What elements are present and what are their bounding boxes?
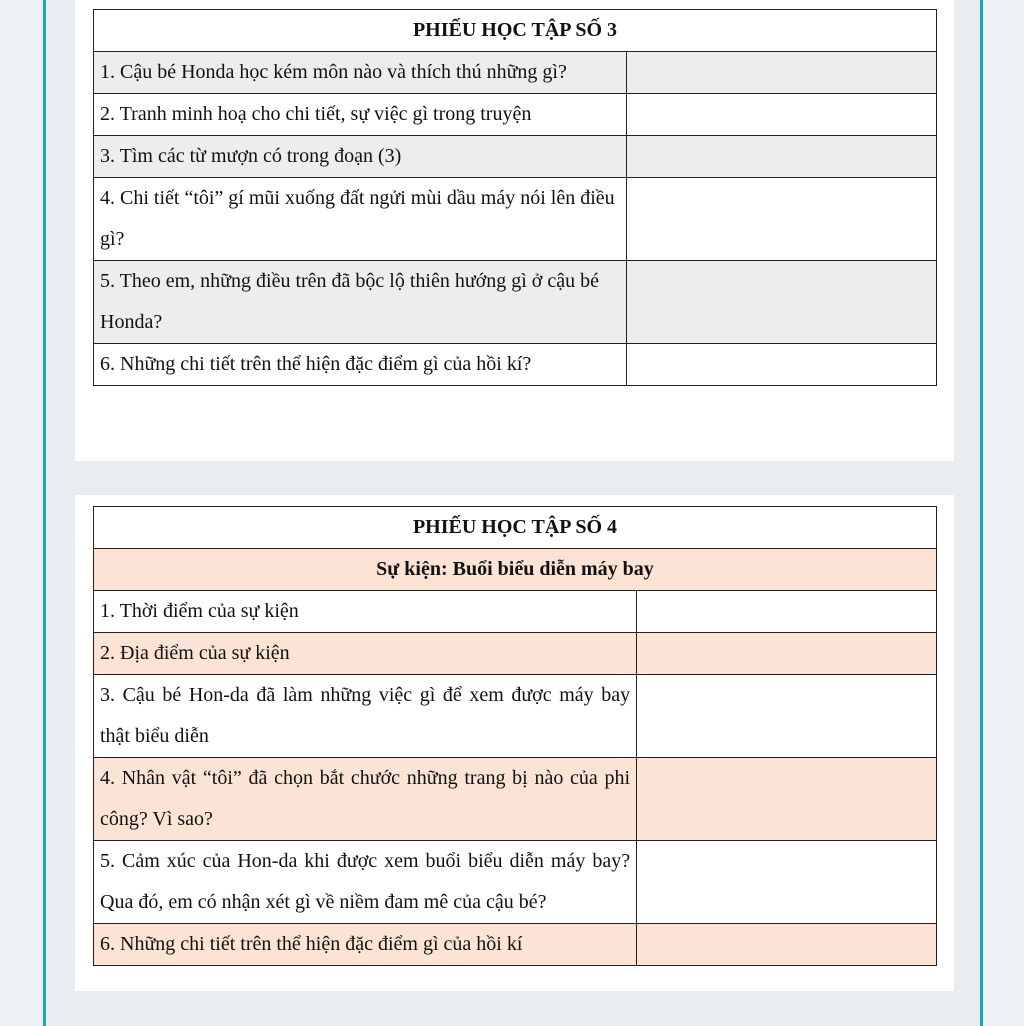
table-row: [94, 261, 937, 344]
answer-2: [637, 633, 937, 675]
table-row: [94, 344, 937, 386]
answer-1: [637, 591, 937, 633]
worksheet-3-table: [93, 9, 937, 386]
question-4: 4. Nhân vật “tôi” đã chọn bắt chước những trang bị nào của phi công? Vì sao?: [94, 758, 637, 841]
answer-4: [637, 758, 937, 841]
answer-6: [626, 344, 936, 386]
table-row: [94, 675, 937, 758]
worksheet-4-viewport[interactable]: [75, 495, 954, 991]
table-row: [94, 633, 937, 675]
worksheet-4-subtitle: Sự kiện: Buổi biểu diễn máy bay: [94, 549, 937, 591]
question-1: 1. Cậu bé Honda học kém môn nào và thích thú những gì?: [94, 52, 627, 94]
question-5: 5. Cảm xúc của Hon-da khi được xem buổi biểu diễn máy bay? Qua đó, em có nhận xét gì về niềm đam mê của cậu bé?: [94, 841, 637, 924]
table-row: [94, 841, 937, 924]
table-row: [94, 758, 937, 841]
question-4: 4. Chi tiết “tôi” gí mũi xuống đất ngửi mùi dầu máy nói lên điều gì?: [94, 178, 627, 261]
answer-4: [626, 178, 936, 261]
answer-3: [637, 675, 937, 758]
answer-5: [626, 261, 936, 344]
answer-2: [626, 94, 936, 136]
table-row: [94, 924, 937, 966]
answer-6: [637, 924, 937, 966]
table-row: [94, 52, 937, 94]
answer-3: [626, 136, 936, 178]
table-row: [94, 94, 937, 136]
worksheet-4-table: [93, 506, 937, 966]
table-row: [94, 591, 937, 633]
question-6: 6. Những chi tiết trên thể hiện đặc điểm gì của hồi kí: [94, 924, 637, 966]
question-5: 5. Theo em, những điều trên đã bộc lộ thiên hướng gì ở cậu bé Honda?: [94, 261, 627, 344]
worksheet-3-title: PHIẾU HỌC TẬP SỐ 3: [94, 10, 937, 52]
answer-5: [637, 841, 937, 924]
answer-1: [626, 52, 936, 94]
worksheet-4-title: PHIẾU HỌC TẬP SỐ 4: [94, 507, 937, 549]
question-6: 6. Những chi tiết trên thể hiện đặc điểm gì của hồi kí?: [94, 344, 627, 386]
table-row: [94, 178, 937, 261]
question-1: 1. Thời điểm của sự kiện: [94, 591, 637, 633]
question-2: 2. Tranh minh hoạ cho chi tiết, sự việc gì trong truyện: [94, 94, 627, 136]
question-2: 2. Địa điểm của sự kiện: [94, 633, 637, 675]
question-3: 3. Cậu bé Hon-da đã làm những việc gì để xem được máy bay thật biểu diễn: [94, 675, 637, 758]
table-row: [94, 136, 937, 178]
question-3: 3. Tìm các từ mượn có trong đoạn (3): [94, 136, 627, 178]
